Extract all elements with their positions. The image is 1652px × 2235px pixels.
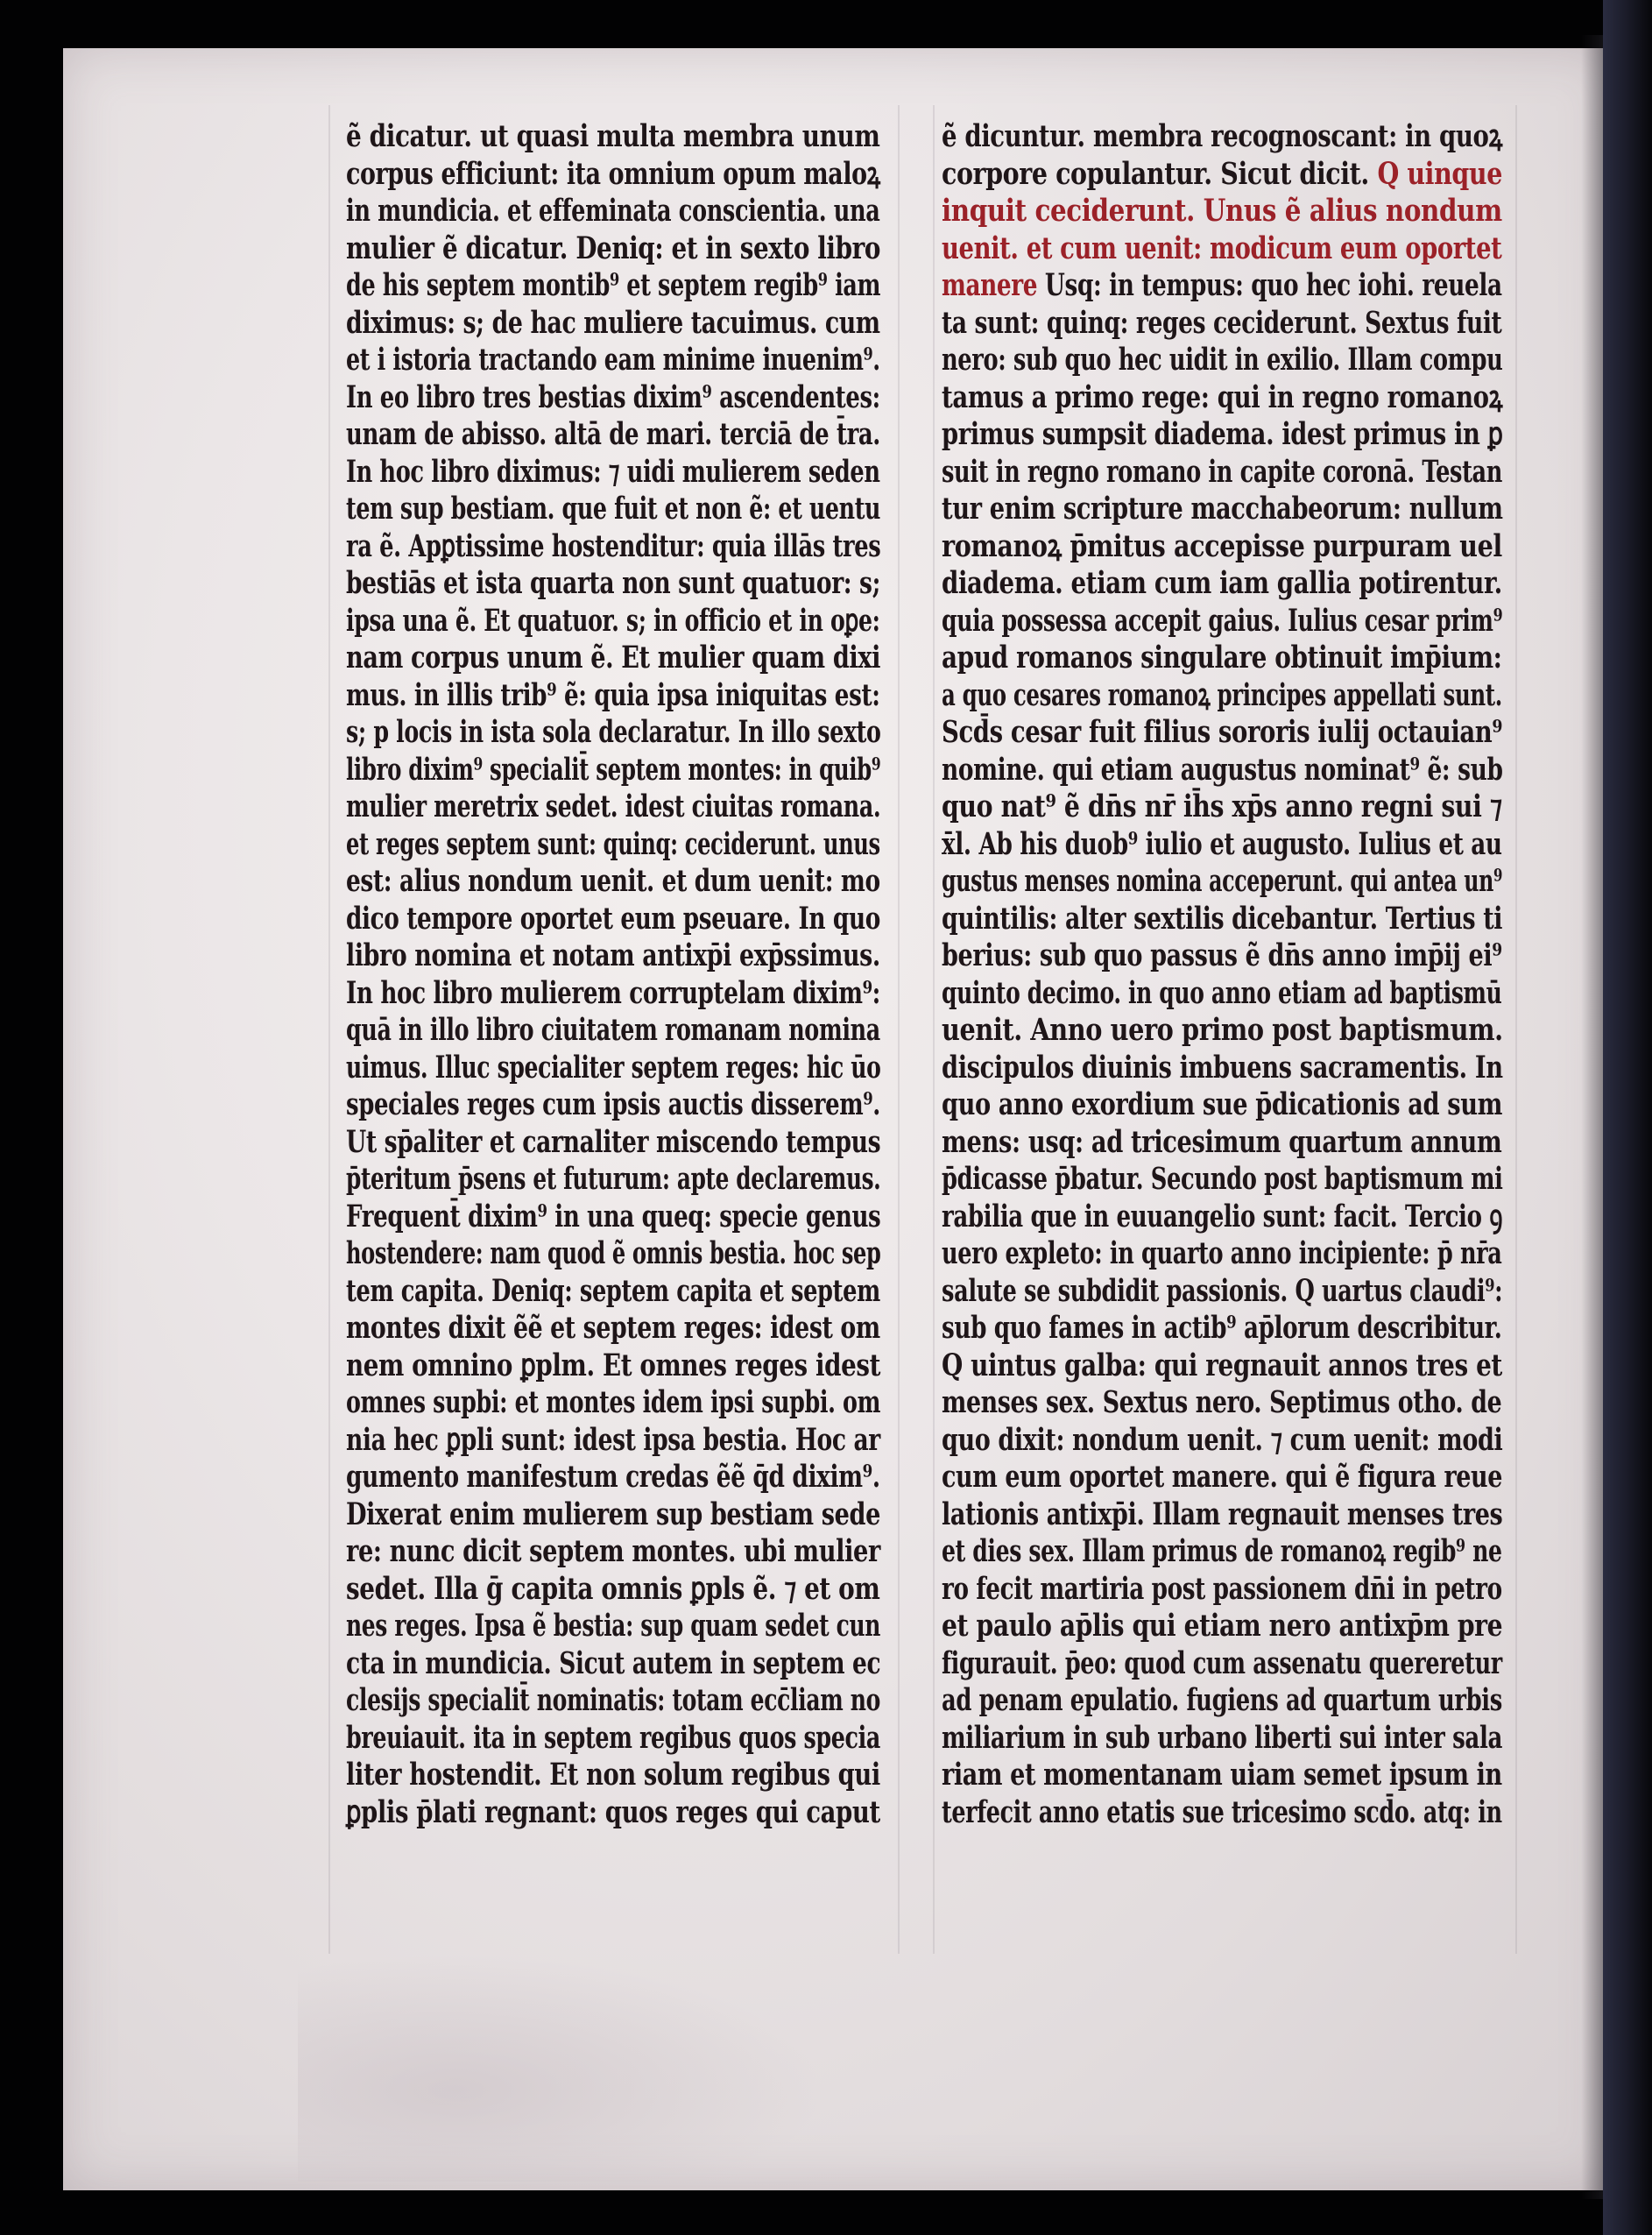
text-line: et paulo ap̄lis qui etiam nero antixp̄m pre [942, 1608, 1503, 1644]
text-line: s; p locis in ista sola declaratur. In illo sexto [346, 714, 881, 750]
text-line: est: alius nondum uenit. et dum uenit: mo [346, 863, 880, 899]
text-line: salute se subdidit passionis. Q uartus claudi⁹: [942, 1272, 1503, 1309]
text-line: unam de abisso. altā de mari. terciā de t̄ra. [346, 416, 880, 452]
text-line: a quo cesares romanoꝝ principes appellati sunt. [942, 676, 1502, 713]
text-line: in mundicia. et effeminata conscientia. una [346, 193, 880, 229]
text-line: bestiās et ista quarta non sunt quatuor: s; [346, 565, 881, 601]
text-line: cta in mundicia. Sicut autem in septem ec [346, 1644, 881, 1681]
text-line [942, 267, 1502, 305]
text-line: Dixerat enim mulierem sup bestiam sede [346, 1496, 880, 1532]
text-line: et i istoria tractando eam minime inuenim⁹. [346, 342, 880, 378]
text-line: Scd̄s cesar fuit filius sororis iulij octauian⁹ [942, 714, 1503, 750]
text-line: de his septem montib⁹ et septem regib⁹ iam [346, 267, 881, 303]
parchment-stain [298, 1954, 823, 2182]
text-line: dico tempore oportet eum pseuare. In quo [346, 900, 880, 937]
text-line: Q uintus galba: qui regnauit annos tres et [942, 1347, 1502, 1383]
text-line: ta sunt: quinq: reges ceciderunt. Sextus fuit [942, 304, 1502, 341]
text-line: libro nomina et notam antixp̄i exp̄ssimus. [346, 937, 880, 973]
text-line: cum eum oportet manere. qui ẽ figura reue [942, 1459, 1502, 1495]
text-line: In hoc libro mulierem corruptelam dixim⁹: [346, 974, 880, 1011]
text-line: In hoc libro diximus: ⁊ uidi mulierem seden [346, 453, 880, 490]
text-line: primus sumpsit diadema. idest primus in ꝑ [942, 416, 1503, 452]
text-line: ẽ dicatur. ut quasi multa membra unum [346, 118, 880, 154]
text-line: quo nat⁹ ẽ dn̄s nr̄ ih̄s xp̄s anno regni sui ⁊ [942, 789, 1502, 824]
text-line: apud romanos singulare obtinuit imp̄ium: [942, 640, 1502, 675]
text-line: corpus efficiunt: ita omnium opum maloꝝ [346, 155, 880, 192]
text-line: discipulos diuinis imbuens sacramentis. In [942, 1049, 1503, 1086]
text-line: omnes supbi: et montes idem ipsi supbi. om [346, 1384, 881, 1420]
text-line: tamus a primo rege: qui in regno romanoꝝ [942, 378, 1503, 415]
text-line-segment: Usq: in tempus: quo hec iohi. reuela [1044, 267, 1502, 303]
text-line: quo dixit: nondum uenit. ⁊ cum uenit: modi [942, 1421, 1503, 1458]
text-line: quia possessa accepit gaius. Iulius cesar prim⁹ [942, 602, 1503, 639]
text-line: nam corpus unum ẽ. Et mulier quam dixi [346, 640, 881, 675]
ruling-line [898, 105, 900, 1954]
text-line: nem omnino ꝑplm. Et omnes reges idest [346, 1347, 880, 1383]
text-line: p̄dicasse p̄batur. Secundo post baptismum mi [942, 1161, 1503, 1197]
text-line: quo anno exordium sue p̄dicationis ad sum [942, 1086, 1503, 1122]
text-line: Ut sp̄aliter et carnaliter miscendo tempus [346, 1123, 881, 1160]
rubric-line: inquit ceciderunt. Unus ẽ alius nondum [942, 193, 1502, 229]
text-line: tem capita. Deniq: septem capita et septem [346, 1272, 880, 1309]
text-line: sub quo fames in actib⁹ ap̄lorum describitur. [942, 1310, 1502, 1346]
text-line: miliarium in sub urbano liberti sui inter sala [942, 1719, 1503, 1756]
text-line: speciales reges cum ipsis auctis disserem⁹. [346, 1086, 880, 1122]
text-line: uimus. Illuc specialiter septem reges: hic ūo [346, 1049, 881, 1086]
text-line: ad penam epulatio. fugiens ad quartum urbis [942, 1682, 1502, 1718]
text-line: rabilia que in euuangelio sunt: facit. Tercio ꝯ [942, 1198, 1503, 1234]
text-line: diadema. etiam cum iam gallia potirentur. [942, 565, 1502, 601]
text-line: ẽ dicuntur. membra recognoscant: in quoꝝ [942, 118, 1503, 154]
text-line: Frequent̄ dixim⁹ in una queq: specie genus [346, 1198, 881, 1234]
text-line: quā in illo libro ciuitatem romanam nomina [346, 1012, 880, 1048]
text-line: libro dixim⁹ specialit̄ septem montes: in quib⁹ [346, 751, 881, 788]
text-line: ipsa una ẽ. Et quatuor. s; in officio et in oꝑe: [346, 602, 880, 639]
text-line [942, 156, 1502, 194]
text-line: quinto decimo. in quo anno etiam ad baptismū [942, 974, 1502, 1011]
ruling-line [328, 105, 330, 1954]
text-line: montes dixit ẽẽ et septem reges: idest om [346, 1310, 880, 1346]
text-line: uenit. Anno uero primo post baptismum. [942, 1012, 1503, 1048]
text-line: p̄teritum p̄sens et futurum: apte declaremus. [346, 1161, 881, 1197]
text-line: re: nunc dicit septem montes. ubi mulier [346, 1533, 880, 1569]
binding-edge [1603, 0, 1652, 2235]
text-line: breuiauit. ita in septem regibus quos specia [346, 1719, 880, 1756]
text-line: gustus menses nomina acceperunt. qui antea un⁹ [942, 863, 1503, 899]
ruling-line [1515, 105, 1517, 1954]
text-line: quintilis: alter sextilis dicebantur. Tertius ti [942, 900, 1502, 937]
text-line: gumento manifestum credas ẽẽ q̄d dixim⁹. [346, 1459, 880, 1495]
text-line: mens: usq: ad tricesimum quartum annum [942, 1123, 1502, 1160]
text-line: lationis antixp̄i. Illam regnauit menses tres [942, 1496, 1503, 1532]
text-line: In eo libro tres bestias dixim⁹ ascendentes: [346, 378, 880, 415]
right-text-column [942, 118, 1502, 1831]
text-line: menses sex. Sextus nero. Septimus otho. de [942, 1384, 1502, 1420]
text-line: mus. in illis trib⁹ ẽ: quia ipsa iniquitas est: [346, 676, 880, 713]
text-line: romanoꝝ p̄mitus accepisse purpuram uel [942, 527, 1502, 564]
left-text-column [346, 118, 880, 1831]
text-line: nia hec ꝑpli sunt: idest ipsa bestia. Hoc ar [346, 1421, 880, 1458]
text-line: liter hostendit. Et non solum regibus qui [346, 1757, 880, 1793]
text-line: et reges septem sunt: quinq: ceciderunt. unus [346, 825, 880, 862]
text-line: tem sup bestiam. que fuit et non ẽ: et uentu [346, 491, 881, 527]
text-line: suit in regno romano in capite coronā. Testan [942, 453, 1503, 490]
text-line: figurauit. p̄eo: quod cum assenatu quereretur [942, 1644, 1502, 1681]
text-line: et dies sex. Illam primus de romanoꝝ regib⁹ ne [942, 1533, 1502, 1569]
text-line: ꝑplis p̄lati regnant: quos reges qui caput [346, 1793, 880, 1830]
text-line: hostendere: nam quod ẽ omnis bestia. hoc sep [346, 1235, 881, 1271]
text-line: uero expleto: in quarto anno incipiente: p̄ nr̄a [942, 1235, 1502, 1271]
text-line: x̄l. Ab his duob⁹ iulio et augusto. Iulius et au [942, 825, 1502, 862]
text-line: mulier meretrix sedet. idest ciuitas romana. [346, 789, 881, 824]
text-line-segment: corpore copulantur. Sicut dicit. [942, 155, 1369, 192]
text-line: nero: sub quo hec uidit in exilio. Illam compu [942, 342, 1503, 378]
text-line: tur enim scripture macchabeorum: nullum [942, 491, 1503, 527]
rubric-text: manere [942, 267, 1038, 303]
text-line: terfecit anno etatis sue tricesimo scd̄o. atq: in [942, 1793, 1502, 1830]
rubric-text: Q uinque [1377, 155, 1502, 192]
text-line: clesijs specialit̄ nominatis: totam ecc̄liam no [346, 1682, 880, 1718]
text-line: sedet. Illa ḡ capita omnis ꝑpls ẽ. ⁊ et om [346, 1570, 880, 1607]
ruling-line [933, 105, 935, 1954]
text-line: riam et momentanam uiam semet ipsum in [942, 1757, 1502, 1793]
text-line: nes reges. Ipsa ẽ bestia: sup quam sedet cun [346, 1608, 881, 1644]
rubric-line: uenit. et cum uenit: modicum eum oportet [942, 230, 1502, 266]
text-line: diximus: s; de hac muliere tacuimus. cum [346, 304, 880, 341]
text-line: ra ẽ. Apꝑtissime hostenditur: quia illās tres [346, 527, 881, 564]
text-line: ro fecit martiria post passionem dn̄i in petro [942, 1570, 1502, 1607]
text-line: nomine. qui etiam augustus nominat⁹ ẽ: sub [942, 751, 1503, 788]
right-column-body [942, 305, 1502, 1832]
text-line: berius: sub quo passus ẽ dn̄s anno imp̄ij ei⁹ [942, 937, 1502, 973]
text-line: mulier ẽ dicatur. Deniq: et in sexto libro [346, 230, 881, 266]
